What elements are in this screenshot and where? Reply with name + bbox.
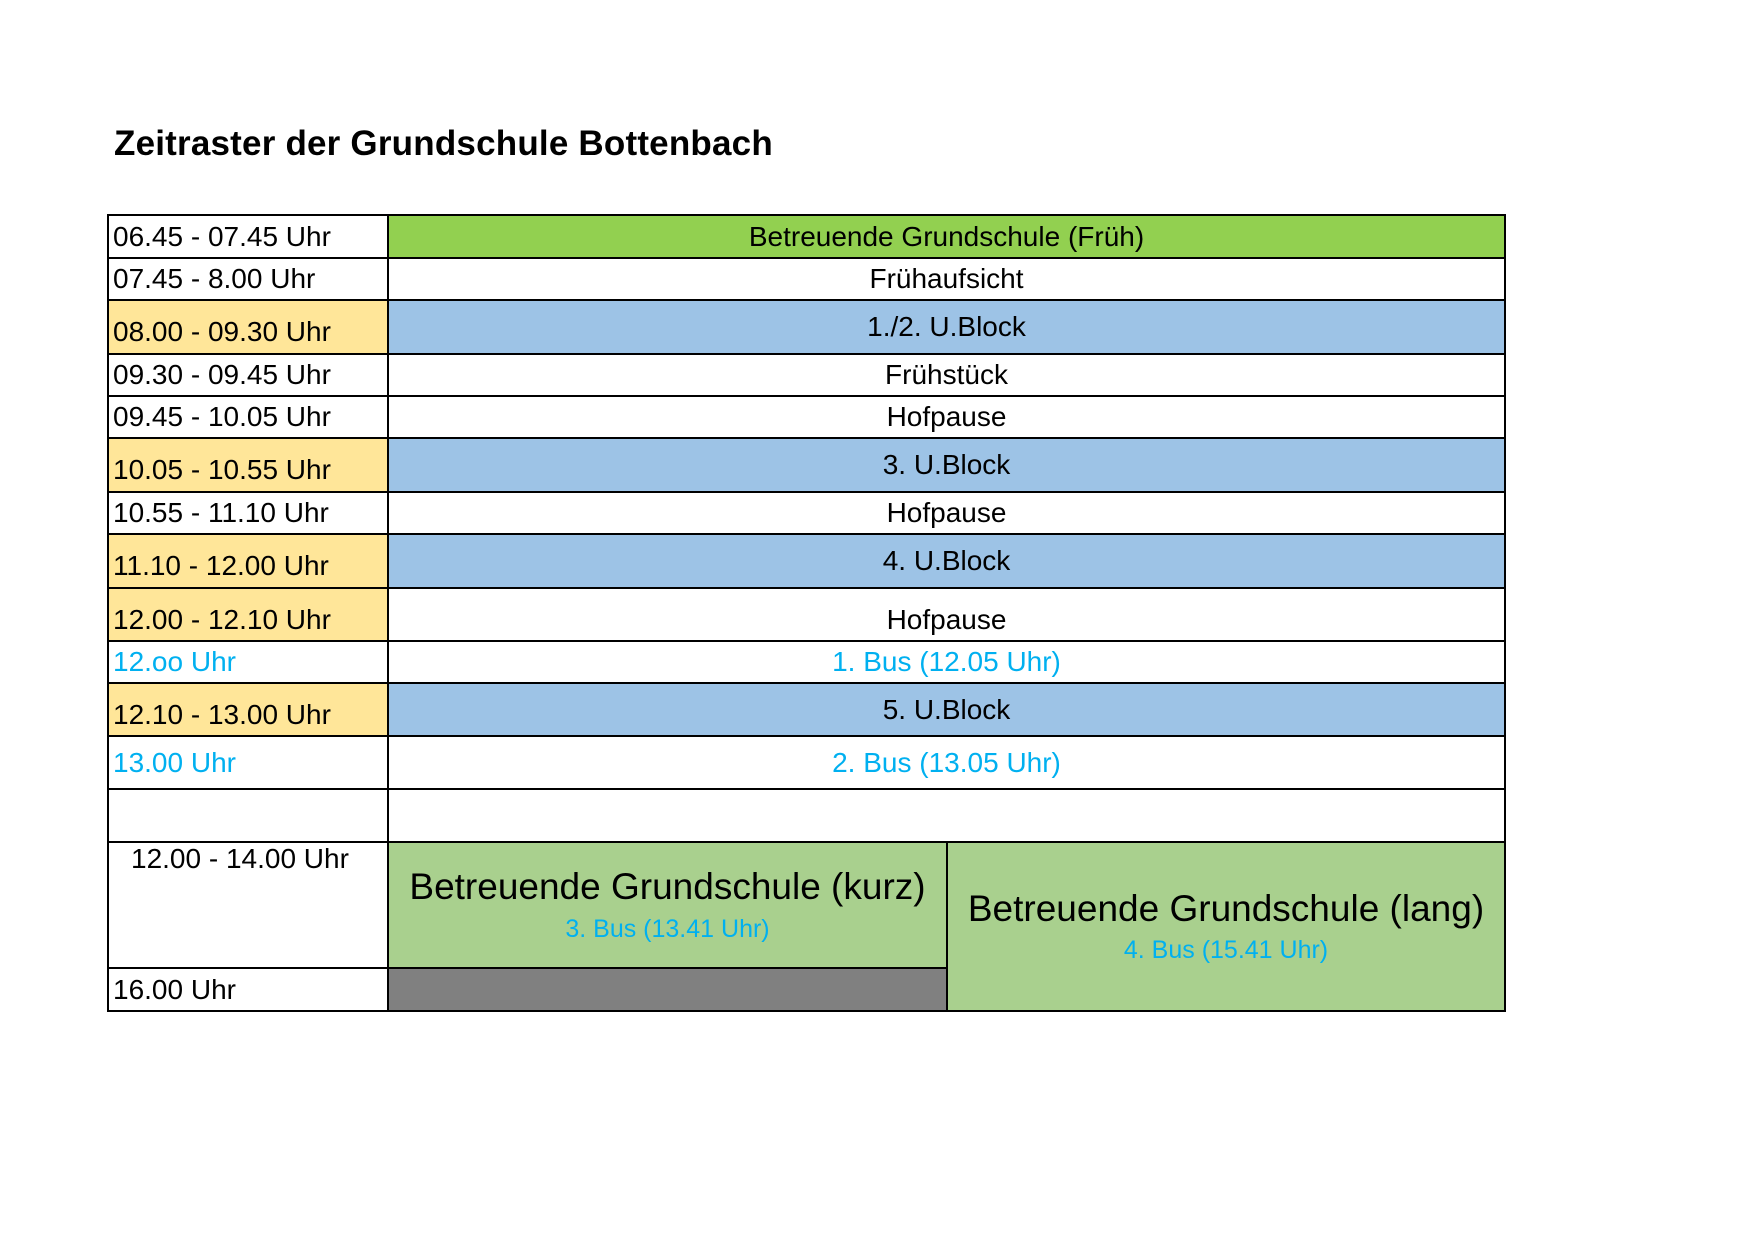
activity-cell: Hofpause (388, 492, 1505, 534)
bus-cell: 1. Bus (12.05 Uhr) (388, 641, 1505, 683)
time-cell: 10.05 - 10.55 Uhr (108, 438, 388, 492)
lesson-block: 3. U.Block (388, 438, 1505, 492)
activity-cell: Hofpause (388, 588, 1505, 641)
page-title: Zeitraster der Grundschule Bottenbach (114, 124, 773, 163)
table-row (108, 215, 1505, 258)
table-row (108, 258, 1505, 300)
table-row (108, 683, 1505, 736)
time-cell: 12.oo Uhr (108, 641, 388, 683)
table-row (108, 492, 1505, 534)
time-cell: 07.45 - 8.00 Uhr (108, 258, 388, 300)
activity-cell: Betreuende Grundschule (Früh) (388, 215, 1505, 258)
lesson-block: 1./2. U.Block (388, 300, 1505, 354)
time-cell: 09.45 - 10.05 Uhr (108, 396, 388, 438)
time-cell: 13.00 Uhr (108, 736, 388, 789)
time-cell: 12.10 - 13.00 Uhr (108, 683, 388, 736)
schedule-table (107, 214, 1506, 1012)
table-row (108, 354, 1505, 396)
care-short-label: Betreuende Grundschule (kurz) (409, 866, 926, 908)
end-time-cell: 16.00 Uhr (108, 968, 388, 1011)
activity-cell: Hofpause (388, 396, 1505, 438)
table-row (108, 534, 1505, 588)
table-row (108, 438, 1505, 492)
table-row (108, 736, 1505, 789)
lesson-block: 5. U.Block (388, 683, 1505, 736)
time-cell: 10.55 - 11.10 Uhr (108, 492, 388, 534)
table-row (108, 396, 1505, 438)
table-row (108, 588, 1505, 641)
table-row (108, 641, 1505, 683)
time-cell: 08.00 - 09.30 Uhr (108, 300, 388, 354)
lesson-block: 4. U.Block (388, 534, 1505, 588)
afternoon-time-cell: 12.00 - 14.00 Uhr (108, 842, 388, 968)
activity-cell: Frühstück (388, 354, 1505, 396)
care-short-cell (388, 842, 947, 968)
bus-3-label: 3. Bus (13.41 Uhr) (565, 914, 770, 943)
time-cell: 09.30 - 09.45 Uhr (108, 354, 388, 396)
bus-4-label: 4. Bus (15.41 Uhr) (1123, 936, 1329, 965)
time-cell: 12.00 - 12.10 Uhr (108, 588, 388, 641)
time-cell (108, 789, 388, 842)
table-row (108, 842, 1505, 968)
empty-cell (388, 789, 1505, 842)
bus-cell: 2. Bus (13.05 Uhr) (388, 736, 1505, 789)
time-cell: 06.45 - 07.45 Uhr (108, 215, 388, 258)
time-cell: 11.10 - 12.00 Uhr (108, 534, 388, 588)
gray-filler-cell (388, 968, 947, 1011)
table-row (108, 300, 1505, 354)
care-long-cell (947, 842, 1505, 1011)
activity-cell: Frühaufsicht (388, 258, 1505, 300)
care-long-label: Betreuende Grundschule (lang) (967, 887, 1485, 929)
table-row (108, 789, 1505, 842)
